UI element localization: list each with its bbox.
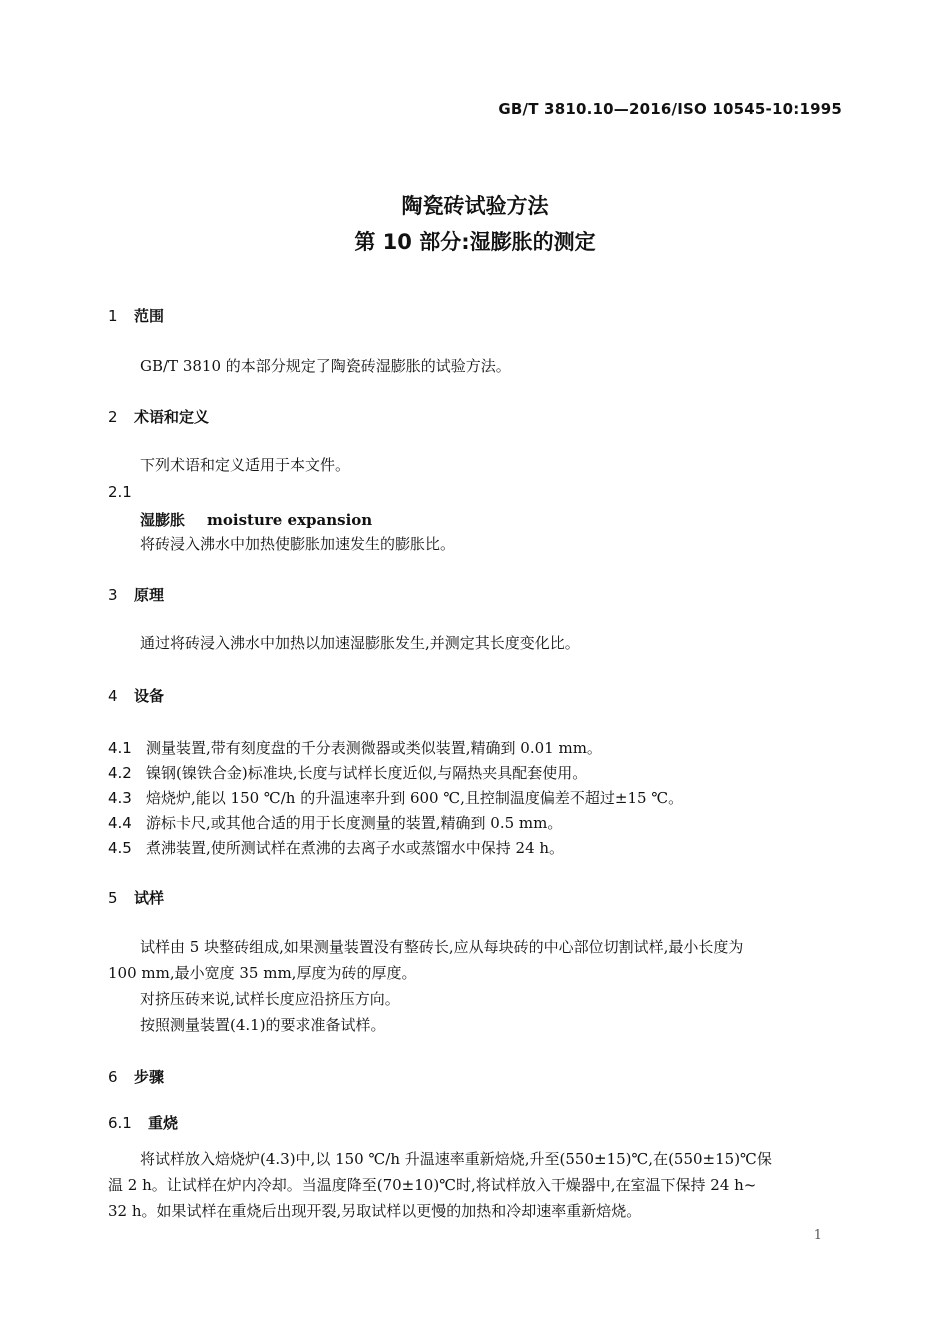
section-title: 范围 [134, 307, 165, 325]
subsection-number: 6.1 [108, 1114, 132, 1132]
section-number: 4 [108, 687, 118, 705]
list-item [108, 787, 683, 808]
section-6-heading [108, 1066, 164, 1087]
list-item [108, 737, 602, 758]
list-item [108, 812, 562, 833]
standard-code: GB/T 3810.10—2016/ISO 10545-10:1995 [498, 100, 842, 118]
section-4-heading [108, 685, 164, 706]
section-5-para-2: 对挤压砖来说,试样长度应沿挤压方向。 [140, 990, 400, 1008]
item-text: 焙烧炉,能以 150 ℃/h 的升温速率升到 600 ℃,且控制温度偏差不超过±15 ℃。 [146, 789, 684, 807]
page-number: 1 [813, 1228, 822, 1243]
section-5-para-1-line-1: 试样由 5 块整砖组成,如果测量装置没有整砖长,应从每块砖的中心部位切割试样,最小长度为 [140, 938, 744, 956]
subsection-title: 重烧 [148, 1114, 179, 1132]
section-title: 术语和定义 [134, 408, 210, 426]
document-title [0, 188, 950, 260]
clause-2-1-number: 2.1 [108, 483, 132, 501]
section-1-heading [108, 305, 164, 326]
section-number: 3 [108, 586, 118, 604]
section-number: 6 [108, 1068, 118, 1086]
item-text: 游标卡尺,或其他合适的用于长度测量的装置,精确到 0.5 mm。 [146, 814, 563, 832]
section-5-heading [108, 887, 164, 908]
section-5-para-1-line-2: 100 mm,最小宽度 35 mm,厚度为砖的厚度。 [108, 964, 417, 982]
list-item [108, 837, 564, 858]
section-2-text: 下列术语和定义适用于本文件。 [140, 456, 351, 474]
subsection-6-1-line-2: 温 2 h。让试样在炉内冷却。当温度降至(70±10)℃时,将试样放入干燥器中,在室温下保持 24 h~ [108, 1176, 757, 1194]
item-number: 4.2 [108, 764, 132, 782]
item-text: 镍钢(镍铁合金)标准块,长度与试样长度近似,与隔热夹具配套使用。 [146, 764, 588, 782]
section-3-text: 通过将砖浸入沸水中加热以加速湿膨胀发生,并测定其长度变化比。 [140, 634, 580, 652]
section-title: 原理 [134, 586, 165, 604]
title-line-2: 第 10 部分:湿膨胀的测定 [354, 230, 596, 254]
section-3-heading [108, 584, 164, 605]
list-item [108, 762, 587, 783]
section-title: 步骤 [134, 1068, 165, 1086]
item-number: 4.3 [108, 789, 132, 807]
item-text: 煮沸装置,使所测试样在煮沸的去离子水或蒸馏水中保持 24 h。 [146, 839, 565, 857]
section-1-text: GB/T 3810 的本部分规定了陶瓷砖湿膨胀的试验方法。 [140, 357, 511, 375]
section-title: 设备 [134, 687, 165, 705]
term-entry [140, 509, 372, 530]
subsection-6-1-line-3: 32 h。如果试样在重烧后出现开裂,另取试样以更慢的加热和冷却速率重新焙烧。 [108, 1202, 642, 1220]
subsection-6-1-heading [108, 1112, 178, 1133]
item-number: 4.1 [108, 739, 132, 757]
section-title: 试样 [134, 889, 165, 907]
item-number: 4.5 [108, 839, 132, 857]
section-number: 1 [108, 307, 118, 325]
section-number: 5 [108, 889, 118, 907]
term-chinese: 湿膨胀 [140, 511, 186, 529]
section-2-heading [108, 406, 209, 427]
item-text: 测量装置,带有刻度盘的千分表测微器或类似装置,精确到 0.01 mm。 [146, 739, 602, 757]
section-5-para-3: 按照测量装置(4.1)的要求准备试样。 [140, 1016, 386, 1034]
term-definition: 将砖浸入沸水中加热使膨胀加速发生的膨胀比。 [140, 535, 456, 553]
item-number: 4.4 [108, 814, 132, 832]
term-english: moisture expansion [207, 511, 373, 529]
section-number: 2 [108, 408, 118, 426]
title-line-1: 陶瓷砖试验方法 [401, 194, 549, 218]
subsection-6-1-line-1: 将试样放入焙烧炉(4.3)中,以 150 ℃/h 升温速率重新焙烧,升至(550±15)℃,在(550±15)℃保 [140, 1150, 772, 1168]
